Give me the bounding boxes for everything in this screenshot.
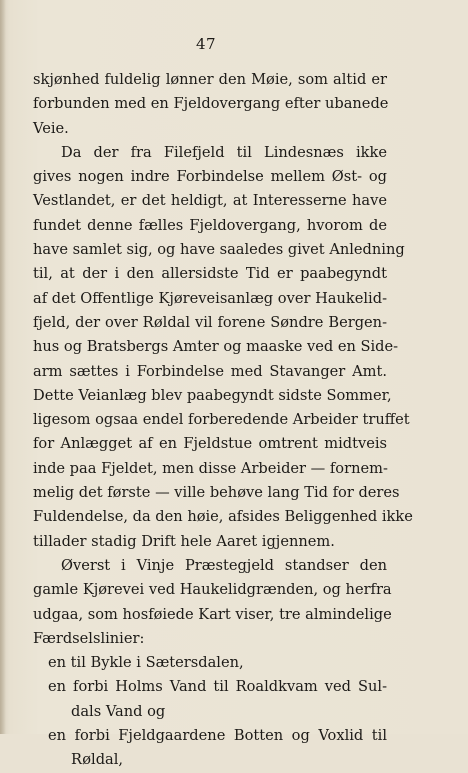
text-line: for Anlægget af en Fjeldstue omtrent midtveis [33, 435, 387, 453]
text-line: inde paa Fjeldet, men disse Arbeider — fornem- [33, 459, 388, 477]
text-line: ligesom ogsaa endel forberedende Arbeider truffet [33, 411, 410, 429]
text-line: til, at der i den allersidste Tid er paabegyndt [33, 265, 387, 283]
text-line: Øverst i Vinje Præstegjeld standser den [61, 556, 387, 574]
text-line: hus og Bratsbergs Amter og maaske ved en Side- [33, 338, 399, 356]
text-line: forbunden med en Fjeldovergang efter ubanede [33, 95, 389, 113]
text-line: melig det første — ville behøve lang Tid for deres [33, 484, 400, 502]
text-line: gives nogen indre Forbindelse mellem Øst- og [33, 168, 387, 186]
text-line: af det Offentlige Kjøreveisanlæg over Haukelid- [33, 289, 387, 307]
body-text [33, 68, 413, 773]
text-line: tillader stadig Drift hele Aaret igjennem. [33, 532, 335, 550]
text-line: Dette Veianlæg blev paabegyndt sidste Sommer, [33, 386, 392, 404]
page-number: 47 [195, 35, 217, 53]
text-line: fjeld, der over Røldal vil forene Søndre Bergen- [33, 313, 387, 331]
text-line: Veie. [33, 119, 69, 137]
text-line: udgaa, som hosføiede Kart viser, tre almindelige [33, 605, 392, 623]
text-line: Røldal, [71, 751, 124, 769]
text-line: arm sættes i Forbindelse med Stavanger Amt. [33, 362, 387, 380]
text-line: Fuldendelse, da den høie, afsides Beliggenhed ikke [33, 508, 413, 526]
text-line: fundet denne fælles Fjeldovergang, hvorom de [33, 216, 387, 234]
text-line: dals Vand og [71, 702, 166, 720]
text-line: en forbi Fjeldgaardene Botten og Voxlid til [48, 727, 387, 745]
text-line: en forbi Holms Vand til Roaldkvam ved Sul- [48, 678, 387, 696]
text-line: Da der fra Filefjeld til Lindesnæs ikke [61, 143, 387, 161]
text-line: Vestlandet, er det heldigt, at Interesserne have [33, 192, 387, 210]
text-line: skjønhed fuldelig lønner den Møie, som altid er [33, 71, 387, 88]
text-line: gamle Kjørevei ved Haukelidgrænden, og herfra [33, 581, 392, 599]
text-line: have samlet sig, og have saaledes givet Anledning [33, 241, 405, 259]
text-line: Færdselslinier: [33, 629, 145, 647]
spine-shadow [0, 0, 6, 734]
text-line: en til Bykle i Sætersdalen, [48, 654, 244, 672]
